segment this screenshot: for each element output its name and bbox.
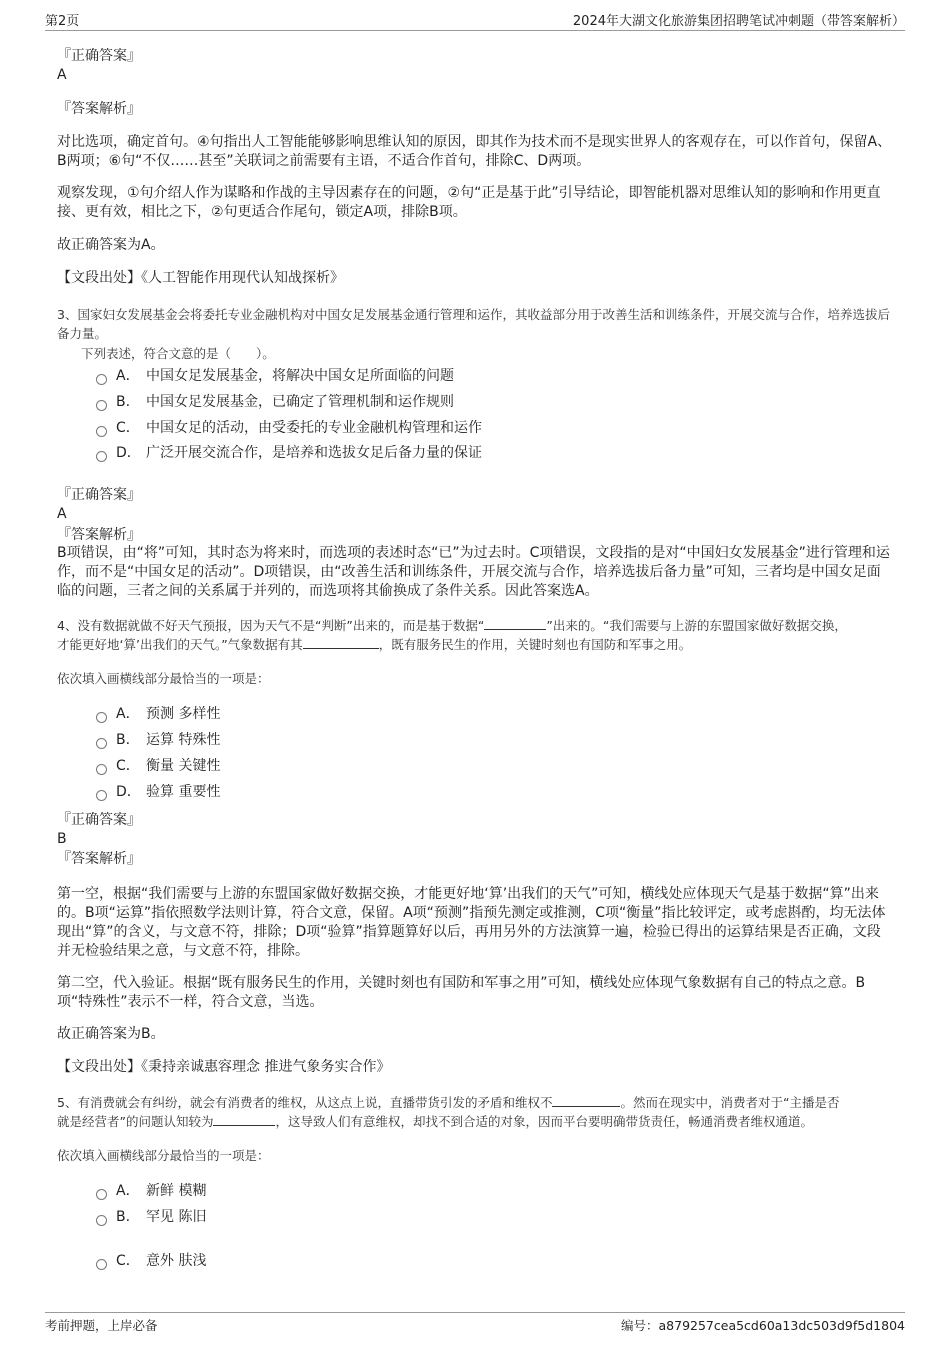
option-d[interactable]: D． 广泛开展交流合作，是培养和选拔女足后备力量的保证 xyxy=(96,443,482,463)
analysis-paragraph: 观察发现，①句介绍人作为谋略和作战的主导因素存在的问题，②句“正是基于此”引导结论，即智能机器对思维认知的影响和作用更直接、更有效，相比之下，②句更适合作尾句，锁定A项，排除B项。 xyxy=(57,185,881,220)
answer-label: 『正确答案』 xyxy=(57,487,141,503)
answer-label: 『正确答案』 xyxy=(57,812,141,828)
analysis-label: 『答案解析』 xyxy=(57,851,141,867)
analysis-paragraph: 第二空，代入验证。根据“既有服务民生的作用，关键时刻也有国防和军事之用”可知，横线处应体现气象数据有自己的特点之意。B项“特殊性”表示不一样，符合文意，当选。 xyxy=(57,975,866,1010)
analysis-paragraph: B项错误，由“将”可知，其时态为将来时，而选项的表述时态“已”为过去时。C项错误，文段指的是对“中国妇女发展基金”进行管理和运作，而不是“中国女足的活动”。D项错误，由“改善生活和训练条件，开展交流与合作，培养选拔后备力量”可知，三者均是中国女足面临的问题，三者之间的关系属于并列的，而选项将其偷换成了条件关系。因此答案选A。 xyxy=(57,545,890,599)
document-title: 2024年大湖文化旅游集团招聘笔试冲刺题（带答案解析） xyxy=(572,14,905,29)
page-header xyxy=(45,8,905,31)
radio-icon[interactable] xyxy=(96,738,107,749)
fill-blank xyxy=(484,617,546,630)
analysis-label: 『答案解析』 xyxy=(57,101,141,117)
question-stem: 4、没有数据就做不好天气预报，因为天气不是“判断”出来的，而是基于数据“ ”出来的。“我们需要与上游的东盟国家做好数据交换， 才能更好地‘算’出我们的天气。”气象数据有其 ，既有服务民生的作用，关键时刻也有国防和军事之用。 xyxy=(57,618,847,652)
fill-blank xyxy=(303,636,379,649)
option-a[interactable]: A． 中国女足发展基金，将解决中国女足所面临的问题 xyxy=(96,366,454,386)
radio-icon[interactable] xyxy=(96,374,107,385)
question-stem: 5、有消费就会有纠纷，就会有消费者的维权，从这点上说，直播带货引发的矛盾和维权不 。然而在现实中，消费者对于“主播是否 就是经营者”的问题认知较为 ，这导致人们有意维权，却找不到合适的对象，因而平台要明确带货责任，畅通消费者维权通道。 xyxy=(57,1095,840,1129)
radio-icon[interactable] xyxy=(96,1189,107,1200)
option-b[interactable]: B. 运算 特殊性 xyxy=(96,730,220,750)
option-c[interactable]: C． 意外 肤浅 xyxy=(96,1251,206,1271)
answer-label: 『正确答案』 xyxy=(57,48,141,64)
option-b[interactable]: B. 罕见 陈旧 xyxy=(96,1207,206,1227)
radio-icon[interactable] xyxy=(96,1215,107,1226)
radio-icon[interactable] xyxy=(96,1259,107,1270)
question-prompt: 依次填入画横线部分最恰当的一项是： xyxy=(57,671,270,686)
analysis-label: 『答案解析』 xyxy=(57,527,141,543)
radio-icon[interactable] xyxy=(96,790,107,801)
option-c[interactable]: C． 中国女足的活动，由受委托的专业金融机构管理和运作 xyxy=(96,418,482,438)
analysis-paragraph: 第一空，根据“我们需要与上游的东盟国家做好数据交换，才能更好地‘算’出我们的天气”可知，横线处应体现天气是基于数据“算”出来的。B项“运算”指依照数学法则计算，符合文意，保留。A项“预测”指预先测定或推测，C项“衡量”指比较评定，或考虑斟酌，均无法体现出“算”的含义，与文意不符，排除；D项“验算”指算题算好以后，再用另外的方法演算一遍，检验已得出的运算结果是否正确，文段并无检验结果之意，与文意不符，排除。 xyxy=(57,886,886,959)
source-citation: 【文段出处】《秉持亲诚惠容理念 推进气象务实合作》 xyxy=(57,1059,391,1075)
radio-icon[interactable] xyxy=(96,451,107,462)
page-footer xyxy=(45,1312,905,1337)
footer-slogan: 考前押题，上岸必备 xyxy=(45,1318,158,1333)
radio-icon[interactable] xyxy=(96,712,107,723)
fill-blank xyxy=(213,1113,275,1126)
option-d[interactable]: D． 验算 重要性 xyxy=(96,782,220,802)
radio-icon[interactable] xyxy=(96,764,107,775)
radio-icon[interactable] xyxy=(96,426,107,437)
correct-answer: A xyxy=(57,506,67,522)
analysis-conclusion: 故正确答案为B。 xyxy=(57,1026,165,1042)
option-a[interactable]: A． 预测 多样性 xyxy=(96,704,220,724)
correct-answer: A xyxy=(57,67,67,83)
question-stem: 3、国家妇女发展基金会将委托专业金融机构对中国女足发展基金通行管理和运作，其收益部分用于改善生活和训练条件，开展交流与合作，培养选拔后备力量。 xyxy=(57,307,890,341)
option-a[interactable]: A． 新鲜 模糊 xyxy=(96,1181,206,1201)
analysis-paragraph: 对比选项，确定首句。④句指出人工智能能够影响思维认知的原因，即其作为技术而不是现实世界人的客观存在，可以作首句，保留A、B两项；⑥句“不仅……甚至”关联词之前需要有主语，不适合作首句，排除C、D两项。 xyxy=(57,134,892,169)
question-prompt: 下列表述，符合文意的是（ ）。 xyxy=(81,346,275,361)
question-prompt: 依次填入画横线部分最恰当的一项是： xyxy=(57,1148,270,1163)
correct-answer: B xyxy=(57,831,67,847)
radio-icon[interactable] xyxy=(96,400,107,411)
source-citation: 【文段出处】《人工智能作用现代认知战探析》 xyxy=(57,270,344,286)
option-c[interactable]: C． 衡量 关键性 xyxy=(96,756,220,776)
analysis-conclusion: 故正确答案为A。 xyxy=(57,237,165,253)
page-number: 第2页 xyxy=(45,14,80,29)
document-id: 编号：a879257cea5cd60a13dc503d9f5d1804 xyxy=(621,1318,905,1333)
fill-blank xyxy=(552,1094,620,1107)
option-b[interactable]: B. 中国女足发展基金，已确定了管理机制和运作规则 xyxy=(96,392,454,412)
